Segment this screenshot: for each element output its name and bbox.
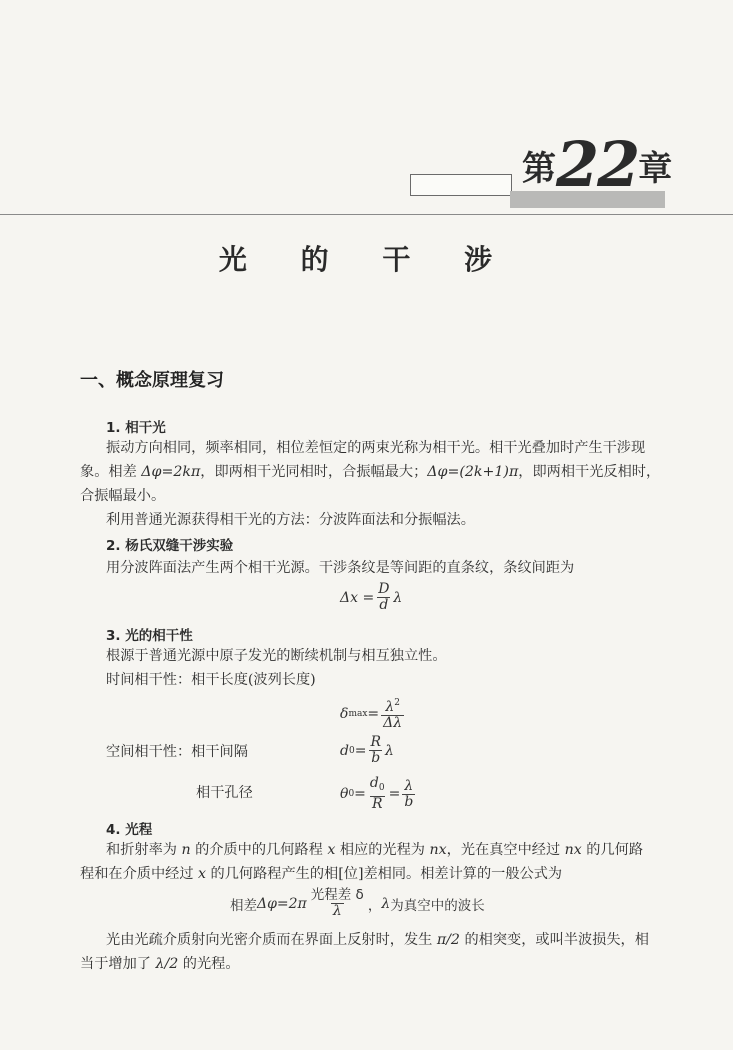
equals: = (367, 705, 380, 722)
denominator: d (379, 597, 389, 613)
paragraph-line (106, 930, 649, 950)
text-span: 和折射率为 (106, 842, 182, 858)
numerator: 光程差 δ (310, 887, 364, 903)
subscript: 0 (348, 745, 355, 756)
equals: = (354, 742, 367, 759)
fraction (368, 735, 383, 766)
subsection-heading-coherence: 3. 光的相干性 (106, 628, 193, 644)
text-span: 的几何路程产生的相[位]差相同。相差计算的一般公式为 (206, 866, 563, 882)
formula-coherence-aperture (340, 776, 417, 812)
denominator: b (404, 793, 414, 810)
chapter-suffix: 章 (638, 149, 673, 189)
numerator-symbol: λ (385, 699, 395, 715)
formula-fringe-spacing (340, 582, 402, 613)
text-span: 当于增加了 (80, 956, 156, 972)
lambda-symbol: λ (381, 895, 391, 912)
formula-lhs: Δx = (340, 589, 375, 606)
header-divider (0, 214, 733, 215)
fraction (402, 779, 415, 810)
math-x: x (198, 866, 207, 882)
label-spatial-coherence: 空间相干性：相干间隔 (106, 744, 248, 760)
text-span: 光由光疏介质射向光密介质而在界面上反射时，发生 (106, 932, 437, 948)
chapter-label-box (410, 174, 512, 196)
fraction (376, 582, 391, 613)
equals: = (388, 786, 401, 802)
paragraph-line: 利用普通光源获得相干光的方法：分波阵面法和分振幅法。 (106, 512, 475, 528)
text-span: 的相突变，或叫半波损失，相 (459, 932, 649, 948)
math-n: n (181, 842, 191, 858)
math-pi-half: π/2 (436, 932, 460, 948)
denominator: λ (332, 903, 342, 919)
paragraph-line: 振动方向相同，频率相同，相位差恒定的两束光称为相干光。相干光叠加时产生干涉现 (106, 440, 646, 456)
section-heading: 一、概念原理复习 (80, 370, 224, 391)
chapter-number-digits: 22 (556, 128, 639, 201)
formula-lhs: Δφ=2π (257, 895, 307, 912)
denominator: b (371, 750, 381, 766)
label-coherence-aperture: 相干孔径 (196, 785, 253, 801)
formula-tail: λ (384, 742, 394, 759)
formula-coherence-length (340, 696, 406, 731)
formula-lhs: d (340, 742, 349, 759)
text-span: 程和在介质中经过 (80, 866, 199, 882)
paragraph-line (80, 462, 660, 482)
text-span: 的几何路 (581, 842, 644, 858)
formula-prefix: 相差 (230, 897, 257, 914)
paragraph-line: 合振幅最小。 (80, 488, 166, 504)
math-phase-diff-antiphase: Δφ=(2k+1)π (427, 464, 519, 480)
subsection-heading-young-double-slit: 2. 杨氏双缝干涉实验 (106, 538, 234, 554)
math-lambda-half: λ/2 (155, 956, 179, 972)
numerator-symbol: d (369, 775, 379, 791)
formula-phase-difference (230, 888, 485, 919)
text-span: 象。相差 (80, 464, 142, 480)
math-nx: nx (564, 842, 582, 858)
paragraph-line (106, 840, 643, 860)
denominator: R (371, 796, 383, 812)
math-phase-diff-inphase: Δφ=2kπ (141, 464, 201, 480)
text-span: 相应的光程为 (335, 842, 430, 858)
math-x: x (327, 842, 336, 858)
paragraph-line: 用分波阵面法产生两个相干光源。干涉条纹是等间距的直条纹，条纹间距为 (106, 560, 575, 576)
math-nx: nx (429, 842, 447, 858)
numerator (383, 696, 402, 715)
text-span: ，即两相干光反相时， (518, 464, 661, 480)
numerator: R (370, 734, 381, 750)
text-span: 的光程。 (178, 956, 240, 972)
text-span: 的介质中的几何路程 (190, 842, 328, 858)
paragraph-line (80, 954, 240, 974)
equals: = (354, 786, 366, 802)
text-span: ，即两相干光同相时，合振幅最大； (200, 464, 428, 480)
formula-note: 为真空中的波长 (390, 897, 485, 914)
chapter-prefix: 第 (522, 149, 556, 189)
numerator (368, 776, 387, 796)
numerator: D (378, 581, 390, 597)
subsection-heading-optical-path: 4. 光程 (106, 822, 153, 838)
formula-lhs: δ (340, 705, 349, 722)
fraction (368, 776, 387, 812)
chapter-number (522, 128, 672, 208)
superscript: 2 (394, 698, 400, 708)
subscript: 0 (378, 783, 385, 793)
text-span: ，光在真空中经过 (446, 842, 565, 858)
numerator: λ (404, 777, 414, 794)
formula-tail: λ (393, 589, 403, 606)
comma: ， (367, 897, 382, 914)
fraction (381, 696, 404, 731)
fraction (309, 888, 366, 919)
denominator: Δλ (383, 715, 403, 731)
paragraph-line: 时间相干性：相干长度(波列长度) (106, 672, 316, 688)
subsection-heading-coherent-light: 1. 相干光 (106, 420, 166, 436)
formula-coherence-spacing (340, 735, 394, 766)
subscript: 0 (348, 789, 355, 799)
page-title: 光 的 干 涉 (218, 243, 515, 276)
formula-lhs: θ (340, 786, 349, 802)
paragraph-line: 根源于普通光源中原子发光的断续机制与相互独立性。 (106, 648, 447, 664)
subscript: max (348, 708, 368, 719)
paragraph-line (80, 864, 562, 884)
